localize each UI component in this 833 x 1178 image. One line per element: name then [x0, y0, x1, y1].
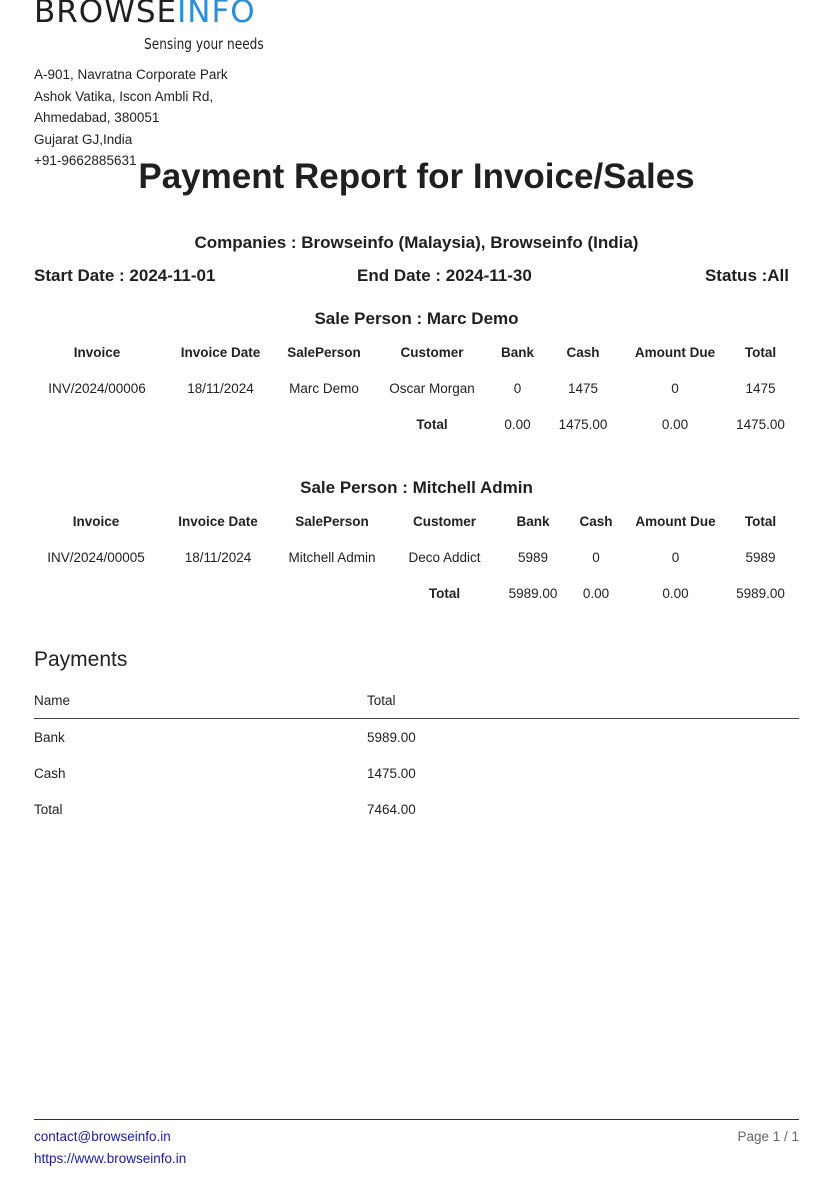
payments-title: Payments	[34, 648, 128, 671]
col-saleperson: SalePerson	[287, 344, 361, 360]
cell-saleperson: Mitchell Admin	[288, 549, 376, 565]
cell-saleperson: Marc Demo	[289, 380, 359, 396]
col-customer: Customer	[400, 344, 464, 360]
cell-invoice: INV/2024/00005	[47, 549, 145, 565]
sales-table-mitchell-admin	[34, 503, 799, 611]
col-amount-due: Amount Due	[635, 513, 716, 529]
table-header-row	[34, 503, 799, 539]
totals-label: Total	[428, 585, 461, 601]
table-row	[34, 370, 799, 406]
table-row	[34, 755, 799, 791]
footer-website-link[interactable]: https://www.browseinfo.in	[34, 1151, 187, 1166]
col-bank: Bank	[500, 344, 534, 360]
sale-person-heading: Sale Person : Marc Demo	[314, 309, 519, 328]
total-total: 1475.00	[736, 416, 785, 432]
col-amount-due: Amount Due	[634, 344, 716, 360]
col-cash: Cash	[579, 513, 613, 529]
totals-label: Total	[416, 416, 448, 432]
address-phone: +91-9662885631	[34, 153, 137, 168]
address-line: A-901, Navratna Corporate Park	[34, 67, 228, 82]
total-bank: 0.00	[504, 416, 531, 432]
address-line: Ashok Vatika, Iscon Ambli Rd,	[34, 88, 214, 104]
col-saleperson: SalePerson	[295, 513, 369, 529]
address-line: Gujarat GJ,India	[34, 131, 133, 147]
report-title: Payment Report for Invoice/Sales	[138, 157, 695, 196]
cell-customer: Deco Addict	[408, 549, 481, 565]
cell-bank: 5989	[517, 549, 549, 565]
col-cash: Cash	[566, 344, 600, 360]
total-amount-due: 0.00	[662, 585, 689, 601]
payment-total: 1475.00	[367, 765, 416, 781]
total-total: 5989.00	[736, 585, 785, 601]
cell-total: 1475	[745, 380, 776, 396]
payment-name: Bank	[34, 729, 65, 745]
payments-col-name: Name	[34, 683, 367, 719]
payment-total: 5989.00	[367, 729, 416, 745]
sales-table-marc-demo	[34, 334, 799, 442]
logo-part-info: INFO	[177, 0, 256, 30]
cell-invoice-date: 18/11/2024	[184, 549, 252, 565]
cell-amount-due: 0	[671, 380, 679, 396]
company-logo	[34, 0, 294, 56]
footer-email-link[interactable]: contact@browseinfo.in	[34, 1129, 171, 1144]
address-line: Ahmedabad, 380051	[34, 110, 160, 125]
cell-bank: 0	[513, 380, 522, 396]
table-header-row	[34, 334, 799, 370]
cell-invoice: INV/2024/00006	[48, 380, 146, 396]
total-amount-due: 0.00	[661, 416, 689, 432]
cell-cash: 0	[592, 549, 600, 565]
cell-invoice-date: 18/11/2024	[187, 380, 254, 396]
payments-table	[34, 683, 799, 827]
col-invoice: Invoice	[73, 344, 121, 360]
logo-tagline: Sensing your needs	[144, 35, 264, 53]
col-customer: Customer	[412, 513, 476, 529]
start-date: Start Date : 2024-11-01	[34, 266, 216, 285]
companies-line: Companies : Browseinfo (Malaysia), Browseinfo (India)	[194, 233, 639, 252]
totals-row	[34, 575, 799, 611]
total-cash: 1475.00	[558, 416, 608, 432]
footer-divider	[34, 1119, 799, 1120]
status-filter: Status :All	[704, 266, 789, 285]
logo-part-browse: BROWSE	[34, 0, 178, 30]
cell-cash: 1475	[567, 380, 599, 396]
total-bank: 5989.00	[508, 585, 558, 601]
col-invoice-date: Invoice Date	[178, 513, 258, 529]
payments-col-total: Total	[367, 683, 799, 719]
payment-total: 7464.00	[367, 801, 416, 817]
totals-row	[34, 406, 799, 442]
page-number: Page 1 / 1	[737, 1129, 799, 1144]
table-row	[34, 719, 799, 756]
table-row	[34, 539, 799, 575]
cell-amount-due: 0	[671, 549, 680, 565]
cell-total: 5989	[745, 549, 776, 565]
col-total: Total	[744, 513, 777, 529]
total-cash: 0.00	[582, 585, 610, 601]
company-address	[34, 64, 228, 172]
payment-name: Total	[34, 801, 63, 817]
sale-person-heading: Sale Person : Mitchell Admin	[300, 478, 533, 497]
cell-customer: Oscar Morgan	[389, 380, 475, 396]
end-date: End Date : 2024-11-30	[357, 266, 532, 285]
col-invoice-date: Invoice Date	[180, 344, 261, 360]
col-invoice: Invoice	[72, 513, 120, 529]
table-row	[34, 791, 799, 827]
payment-name: Cash	[34, 765, 66, 781]
col-bank: Bank	[516, 513, 550, 529]
logo-wordmark	[34, 0, 256, 30]
payments-header-row	[34, 683, 799, 719]
col-total: Total	[744, 344, 777, 360]
